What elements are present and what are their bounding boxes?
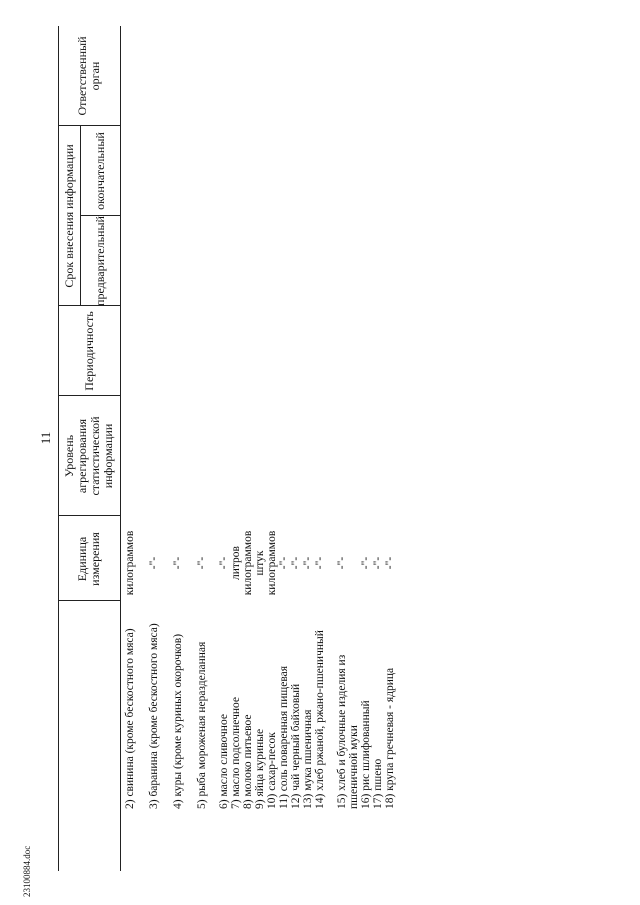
row-unit: -"- — [278, 556, 290, 570]
col-divider-3 — [58, 395, 120, 396]
row-name: 2) свинина (кроме бескостного мяса) — [124, 628, 136, 809]
row-name: 16) рис шлифованный — [360, 700, 372, 809]
row-name: 18) крупа гречневая - ядрица — [384, 667, 396, 809]
row-name: 9) яйца куриные — [254, 728, 266, 809]
row-unit: штук — [254, 550, 266, 576]
header-responsible: Ответственный орган — [75, 36, 102, 116]
row-unit: килограммов — [242, 530, 254, 596]
header-deadline: Срок внесения информации — [61, 144, 76, 288]
row-unit: килограммов — [124, 530, 136, 596]
row-name: 14) хлеб ржаной, ржано-пшеничный — [314, 630, 326, 809]
header-unit: Единица измерения — [75, 532, 102, 586]
header-periodicity: Периодичность — [81, 311, 96, 391]
row-unit: -"- — [336, 556, 348, 570]
header-preliminary: предварительный — [92, 216, 107, 306]
header-level: Уровень агрегирования статистической информации — [62, 416, 115, 496]
deadline-split-line — [80, 126, 81, 306]
row-name: 4) куры (кроме куриных окорочков) — [172, 633, 184, 809]
row-name: 11) соль поваренная пищевая — [278, 666, 290, 809]
rotated-table — [58, 26, 618, 871]
row-unit: -"- — [172, 556, 184, 570]
row-name: 15) хлеб и булочные изделия из пшеничной муки — [336, 654, 360, 809]
row-name: 3) баранина (кроме бескостного мяса) — [148, 623, 160, 809]
row-name: 8) молоко питьевое — [242, 714, 254, 809]
header-bottom-line — [120, 26, 121, 871]
footer-filename: 23100884.doc — [22, 845, 32, 897]
row-name: 10) сахар-песок — [266, 732, 278, 809]
row-unit: -"- — [290, 556, 302, 570]
row-unit: -"- — [360, 556, 372, 570]
row-unit: -"- — [218, 556, 230, 570]
col-divider-4 — [58, 305, 120, 306]
header-final: окончательный — [92, 132, 107, 210]
row-name: 13) мука пшеничная — [302, 709, 314, 809]
row-unit: -"- — [302, 556, 314, 570]
header-top-line — [58, 26, 59, 871]
row-name: 12) чай черный байховый — [290, 683, 302, 809]
row-unit: литров — [230, 546, 242, 580]
col-divider-2 — [58, 515, 120, 516]
row-unit: -"- — [196, 556, 208, 570]
row-name: 7) масло подсолнечное — [230, 697, 242, 809]
col-divider-1 — [58, 600, 120, 601]
row-unit: -"- — [148, 556, 160, 570]
row-unit: -"- — [384, 556, 396, 570]
col-divider-6 — [58, 125, 120, 126]
row-unit: килограммов — [266, 530, 278, 596]
row-name: 6) масло сливочное — [218, 714, 230, 809]
page-number: 11 — [38, 431, 53, 445]
row-name: 17) пшено — [372, 758, 384, 809]
row-name: 5) рыба мороженая неразделанная — [196, 641, 208, 809]
row-unit: -"- — [372, 556, 384, 570]
row-unit: -"- — [314, 556, 326, 570]
